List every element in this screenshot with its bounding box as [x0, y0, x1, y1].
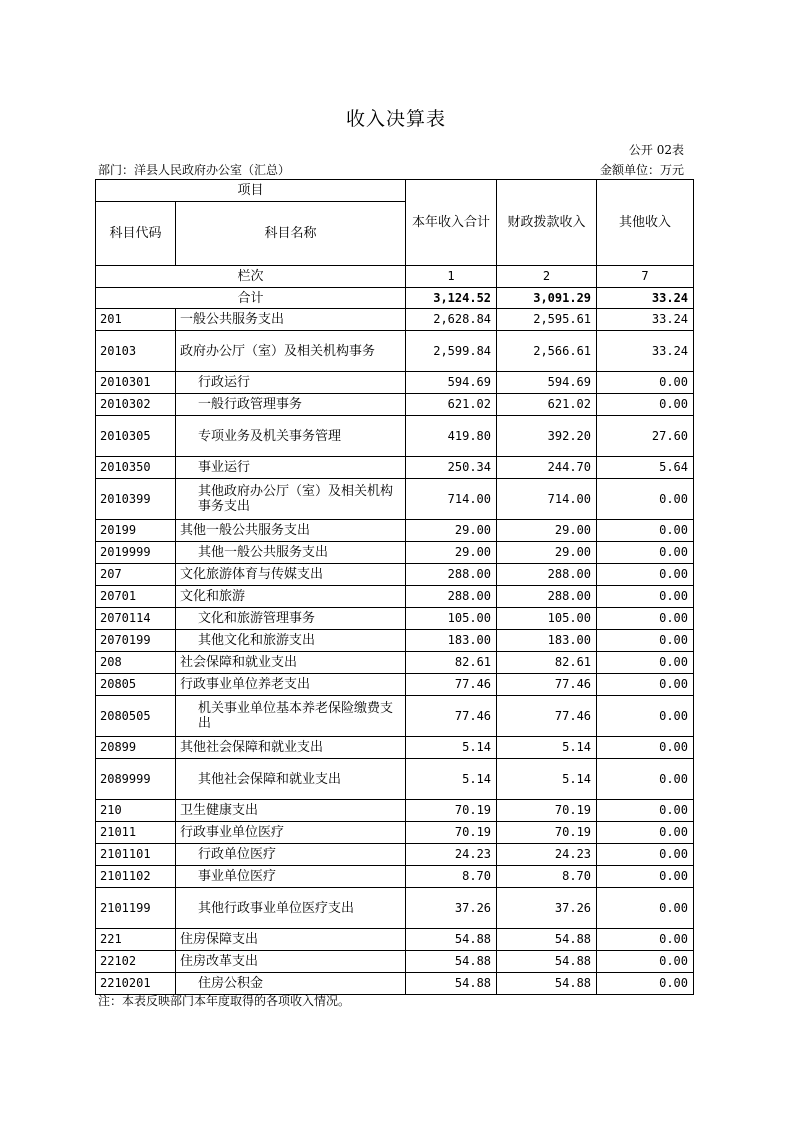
code-cell: 221: [96, 929, 176, 951]
table-row: [96, 759, 694, 800]
total-cell: 8.70: [406, 866, 497, 888]
other-cell: 0.00: [597, 542, 694, 564]
table-row: [96, 630, 694, 652]
name-cell: 其他文化和旅游支出: [176, 630, 406, 652]
code-cell: 2089999: [96, 759, 176, 800]
name-cell: 住房公积金: [176, 973, 406, 995]
other-cell: 5.64: [597, 457, 694, 479]
total-cell: 714.00: [406, 479, 497, 520]
table-row: [96, 737, 694, 759]
other-cell: 0.00: [597, 888, 694, 929]
table-row: [96, 520, 694, 542]
name-cell: 住房改革支出: [176, 951, 406, 973]
header-item: 项目: [96, 180, 406, 202]
code-cell: 201: [96, 309, 176, 331]
table-row: [96, 309, 694, 331]
fiscal-cell: 288.00: [497, 564, 597, 586]
code-cell: 2210201: [96, 973, 176, 995]
name-cell: 事业单位医疗: [176, 866, 406, 888]
total-cell: 5.14: [406, 759, 497, 800]
sum-label: 合计: [96, 288, 406, 309]
name-cell: 文化和旅游管理事务: [176, 608, 406, 630]
other-cell: 0.00: [597, 674, 694, 696]
table-row: [96, 479, 694, 520]
header-name: 科目名称: [176, 202, 406, 266]
name-cell: 其他社会保障和就业支出: [176, 737, 406, 759]
fiscal-cell: 70.19: [497, 822, 597, 844]
other-cell: 0.00: [597, 737, 694, 759]
name-cell: 行政运行: [176, 372, 406, 394]
other-cell: 0.00: [597, 696, 694, 737]
fiscal-cell: 54.88: [497, 929, 597, 951]
other-cell: 33.24: [597, 331, 694, 372]
fiscal-cell: 594.69: [497, 372, 597, 394]
total-cell: 105.00: [406, 608, 497, 630]
total-cell: 54.88: [406, 951, 497, 973]
total-cell: 29.00: [406, 520, 497, 542]
header-col1: 1: [406, 266, 497, 288]
code-cell: 20103: [96, 331, 176, 372]
fiscal-cell: 244.70: [497, 457, 597, 479]
other-cell: 0.00: [597, 564, 694, 586]
total-cell: 82.61: [406, 652, 497, 674]
header-code: 科目代码: [96, 202, 176, 266]
code-cell: 208: [96, 652, 176, 674]
fiscal-cell: 8.70: [497, 866, 597, 888]
table-row: [96, 674, 694, 696]
fiscal-cell: 70.19: [497, 800, 597, 822]
other-cell: 27.60: [597, 416, 694, 457]
name-cell: 政府办公厅（室）及相关机构事务: [176, 331, 406, 372]
name-cell: 行政事业单位养老支出: [176, 674, 406, 696]
name-cell: 行政事业单位医疗: [176, 822, 406, 844]
other-cell: 0.00: [597, 652, 694, 674]
code-cell: 20805: [96, 674, 176, 696]
other-cell: 0.00: [597, 520, 694, 542]
fiscal-cell: 29.00: [497, 542, 597, 564]
table-row: [96, 822, 694, 844]
name-cell: 文化旅游体育与传媒支出: [176, 564, 406, 586]
header-total: 本年收入合计: [406, 180, 497, 266]
fiscal-cell: 5.14: [497, 737, 597, 759]
fiscal-cell: 29.00: [497, 520, 597, 542]
total-cell: 29.00: [406, 542, 497, 564]
other-cell: 0.00: [597, 759, 694, 800]
page-title: 收入决算表: [345, 108, 446, 130]
other-cell: 0.00: [597, 630, 694, 652]
table-row: [96, 696, 694, 737]
name-cell: 一般公共服务支出: [176, 309, 406, 331]
fiscal-cell: 54.88: [497, 951, 597, 973]
income-table: [95, 179, 694, 995]
other-cell: 0.00: [597, 479, 694, 520]
total-cell: 2,599.84: [406, 331, 497, 372]
other-cell: 0.00: [597, 800, 694, 822]
header-fiscal: 财政拨款收入: [497, 180, 597, 266]
other-cell: 0.00: [597, 929, 694, 951]
total-cell: 37.26: [406, 888, 497, 929]
code-cell: 2070114: [96, 608, 176, 630]
name-cell: 其他一般公共服务支出: [176, 520, 406, 542]
sum-total: 3,124.52: [406, 288, 497, 309]
total-cell: 24.23: [406, 844, 497, 866]
table-row: [96, 951, 694, 973]
code-cell: 2070199: [96, 630, 176, 652]
fiscal-cell: 77.46: [497, 696, 597, 737]
code-cell: 2019999: [96, 542, 176, 564]
table-row: [96, 608, 694, 630]
fiscal-cell: 24.23: [497, 844, 597, 866]
name-cell: 行政单位医疗: [176, 844, 406, 866]
fiscal-cell: 392.20: [497, 416, 597, 457]
other-cell: 0.00: [597, 372, 694, 394]
unit-label: 金额单位：万元: [599, 163, 684, 177]
total-cell: 288.00: [406, 586, 497, 608]
code-cell: 210: [96, 800, 176, 822]
fiscal-cell: 621.02: [497, 394, 597, 416]
total-cell: 54.88: [406, 929, 497, 951]
footnote: 注：本表反映部门本年度取得的各项收入情况。: [98, 994, 351, 1008]
total-cell: 288.00: [406, 564, 497, 586]
name-cell: 其他社会保障和就业支出: [176, 759, 406, 800]
sum-fiscal: 3,091.29: [497, 288, 597, 309]
code-cell: 20899: [96, 737, 176, 759]
table-row: [96, 800, 694, 822]
fiscal-cell: 183.00: [497, 630, 597, 652]
table-row: [96, 331, 694, 372]
name-cell: 卫生健康支出: [176, 800, 406, 822]
fiscal-cell: 5.14: [497, 759, 597, 800]
total-cell: 70.19: [406, 800, 497, 822]
table-row: [96, 844, 694, 866]
other-cell: 0.00: [597, 866, 694, 888]
name-cell: 文化和旅游: [176, 586, 406, 608]
fiscal-cell: 288.00: [497, 586, 597, 608]
name-cell: 一般行政管理事务: [176, 394, 406, 416]
form-number: 公开 02表: [628, 143, 684, 157]
total-cell: 594.69: [406, 372, 497, 394]
total-cell: 250.34: [406, 457, 497, 479]
name-cell: 其他一般公共服务支出: [176, 542, 406, 564]
total-cell: 419.80: [406, 416, 497, 457]
total-cell: 70.19: [406, 822, 497, 844]
table-row: [96, 372, 694, 394]
table-row: [96, 652, 694, 674]
sum-other: 33.24: [597, 288, 694, 309]
other-cell: 0.00: [597, 973, 694, 995]
code-cell: 20701: [96, 586, 176, 608]
code-cell: 2010350: [96, 457, 176, 479]
code-cell: 2101102: [96, 866, 176, 888]
total-cell: 621.02: [406, 394, 497, 416]
table-row: [96, 586, 694, 608]
fiscal-cell: 37.26: [497, 888, 597, 929]
header-other: 其他收入: [597, 180, 694, 266]
table-row: [96, 394, 694, 416]
code-cell: 207: [96, 564, 176, 586]
name-cell: 住房保障支出: [176, 929, 406, 951]
code-cell: 21011: [96, 822, 176, 844]
name-cell: 其他行政事业单位医疗支出: [176, 888, 406, 929]
total-cell: 2,628.84: [406, 309, 497, 331]
name-cell: 专项业务及机关事务管理: [176, 416, 406, 457]
other-cell: 33.24: [597, 309, 694, 331]
total-cell: 77.46: [406, 674, 497, 696]
fiscal-cell: 2,595.61: [497, 309, 597, 331]
other-cell: 0.00: [597, 608, 694, 630]
table-row: [96, 542, 694, 564]
code-cell: 20199: [96, 520, 176, 542]
code-cell: 2101199: [96, 888, 176, 929]
name-cell: 社会保障和就业支出: [176, 652, 406, 674]
other-cell: 0.00: [597, 394, 694, 416]
other-cell: 0.00: [597, 586, 694, 608]
code-cell: 2010305: [96, 416, 176, 457]
code-cell: 2010302: [96, 394, 176, 416]
total-cell: 183.00: [406, 630, 497, 652]
name-cell: 机关事业单位基本养老保险缴费支出: [176, 696, 406, 737]
other-cell: 0.00: [597, 822, 694, 844]
name-cell: 事业运行: [176, 457, 406, 479]
fiscal-cell: 77.46: [497, 674, 597, 696]
table-row: [96, 564, 694, 586]
other-cell: 0.00: [597, 951, 694, 973]
fiscal-cell: 82.61: [497, 652, 597, 674]
fiscal-cell: 714.00: [497, 479, 597, 520]
table-row: [96, 457, 694, 479]
code-cell: 2101101: [96, 844, 176, 866]
table-row: [96, 866, 694, 888]
table-row: [96, 929, 694, 951]
total-cell: 5.14: [406, 737, 497, 759]
header-column-index: 栏次: [96, 266, 406, 288]
code-cell: 2080505: [96, 696, 176, 737]
total-cell: 77.46: [406, 696, 497, 737]
header-col3: 7: [597, 266, 694, 288]
fiscal-cell: 105.00: [497, 608, 597, 630]
code-cell: 22102: [96, 951, 176, 973]
fiscal-cell: 54.88: [497, 973, 597, 995]
other-cell: 0.00: [597, 844, 694, 866]
fiscal-cell: 2,566.61: [497, 331, 597, 372]
total-cell: 54.88: [406, 973, 497, 995]
table-row: [96, 888, 694, 929]
code-cell: 2010301: [96, 372, 176, 394]
name-cell: 其他政府办公厅（室）及相关机构事务支出: [176, 479, 406, 520]
code-cell: 2010399: [96, 479, 176, 520]
department-label: 部门：洋县人民政府办公室（汇总）: [98, 163, 291, 177]
header-col2: 2: [497, 266, 597, 288]
table-row: [96, 416, 694, 457]
